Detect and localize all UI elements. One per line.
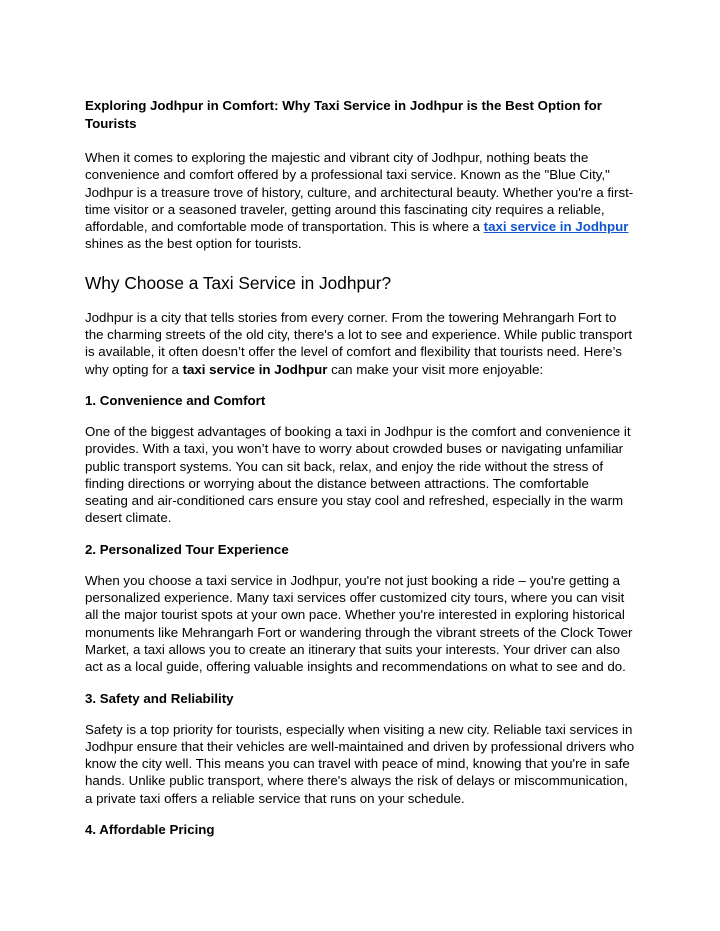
- intro-paragraph: [85, 149, 635, 253]
- section-heading-why-choose: Why Choose a Taxi Service in Jodhpur?: [85, 272, 392, 293]
- taxi-service-link[interactable]: taxi service in Jodhpur: [483, 219, 629, 235]
- subheading-personalized-tour: 2. Personalized Tour Experience: [85, 541, 289, 557]
- paragraph-personalized-tour: When you choose a taxi service in Jodhpur, you're not just booking a ride – you're getting a personalized experience. Many taxi services offer customized city tours, where you can visit all the major tourist spots at your own pace. Whether you're interested in exploring historical monuments like Mehrangarh Fort or wandering through the vibrant streets of the Clock Tower Market, a taxi allows you to create an itinerary that suits your interests. Your driver can also act as a local guide, offering valuable insights and recommendations on what to see and do.: [85, 572, 633, 675]
- why-paragraph: [85, 309, 635, 378]
- subheading-safety: 3. Safety and Reliability: [85, 690, 234, 706]
- document-page: [85, 97, 635, 852]
- why-text: Jodhpur is a city that tells stories from every corner. From the towering Mehrangarh Fort to the charming streets of the old city, there's a lot to see and experience. While public transport is available, it often doesn’t offer the level of comfort and flexibility that tourists need. Here’s why opting for a: [85, 309, 633, 377]
- subheading-convenience: 1. Convenience and Comfort: [85, 392, 266, 408]
- document-title: Exploring Jodhpur in Comfort: Why Taxi Service in Jodhpur is the Best Option for Tourists: [85, 98, 602, 131]
- paragraph-convenience: One of the biggest advantages of booking a taxi in Jodhpur is the comfort and convenience it provides. With a taxi, you won’t have to worry about crowded buses or navigating unfamiliar public transport systems. You can sit back, relax, and enjoy the ride without the stress of finding directions or worrying about the distance between attractions. The comfortable seating and air-conditioned cars ensure you stay cool and refreshed, especially in the warm desert climate.: [85, 423, 631, 526]
- why-bold-text: taxi service in Jodhpur: [182, 361, 328, 377]
- intro-text-end: shines as the best option for tourists.: [85, 236, 302, 252]
- intro-text: When it comes to exploring the majestic and vibrant city of Jodhpur, nothing beats the convenience and comfort offered by a professional taxi service. Known as the "Blue City," Jodhpur is a treasure trove of history, culture, and architectural beauty. Whether you're a first-time visitor or a seasoned traveler, getting around this fascinating city requires a reliable, affordable, and comfortable mode of transportation. This is where a: [85, 150, 634, 235]
- paragraph-safety: Safety is a top priority for tourists, especially when visiting a new city. Reliable taxi services in Jodhpur ensure that their vehicles are well-maintained and driven by professional drivers who know the city well. This means you can travel with peace of mind, knowing that you're in safe hands. Unlike public transport, where there's always the risk of delays or miscommunication, a private taxi offers a reliable service that runs on your schedule.: [85, 721, 635, 806]
- why-text-end: can make your visit more enjoyable:: [327, 361, 544, 377]
- subheading-affordable-pricing: 4. Affordable Pricing: [85, 822, 215, 838]
